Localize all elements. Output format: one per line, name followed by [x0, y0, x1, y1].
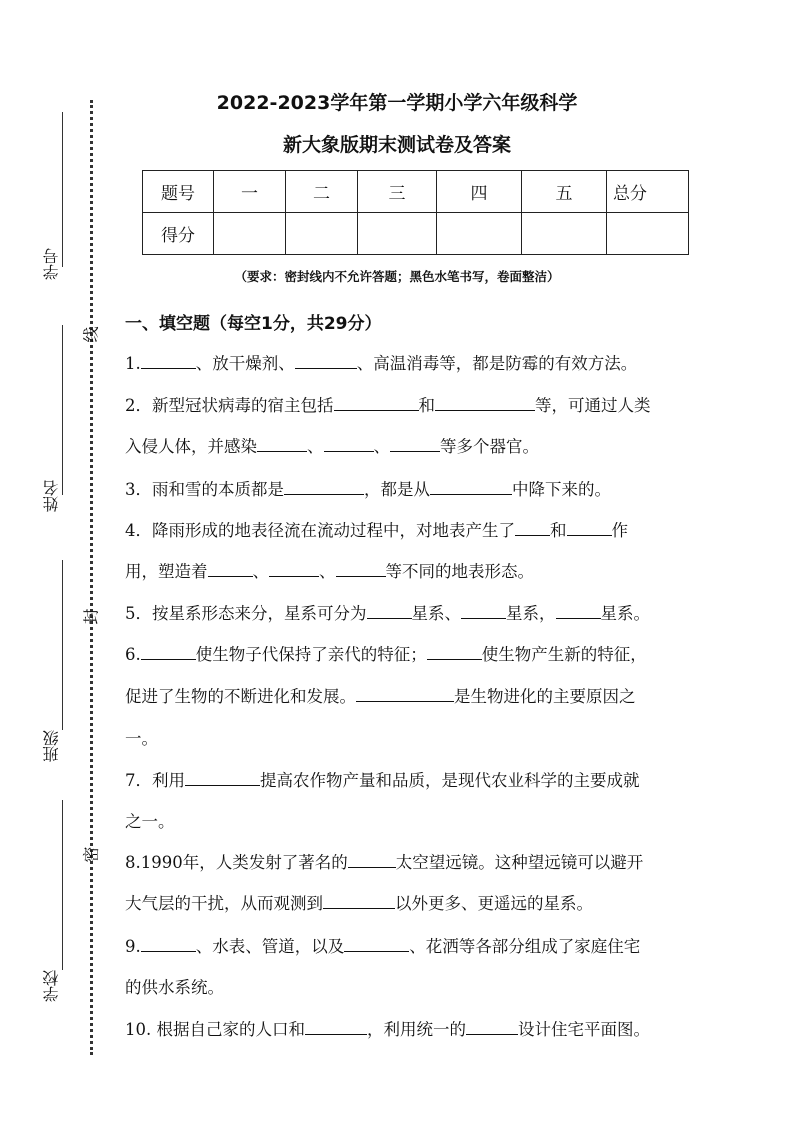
question-text: 之一。 — [125, 812, 175, 831]
question-text: 星系， — [506, 604, 556, 623]
score-input-cell[interactable] — [437, 213, 522, 255]
score-input-cell[interactable] — [286, 213, 358, 255]
question-text: 、放干燥剂、 — [195, 354, 295, 373]
question-text: 入侵人体，并感染 — [125, 437, 257, 456]
answer-blank[interactable] — [284, 478, 364, 495]
school-line — [62, 800, 63, 970]
answer-blank[interactable] — [324, 435, 374, 452]
question-8-line2 — [125, 890, 593, 914]
question-text: 的供水系统。 — [125, 978, 224, 997]
answer-blank[interactable] — [390, 435, 440, 452]
answer-blank[interactable] — [348, 851, 396, 868]
answer-blank[interactable] — [515, 519, 550, 536]
answer-blank[interactable] — [141, 643, 196, 660]
answer-blank[interactable] — [305, 1018, 367, 1035]
seal-char-feng: 封 — [81, 608, 101, 625]
question-text: ，利用统一的 — [367, 1020, 466, 1039]
page-title: 2022-2023学年第一学期小学六年级科学 — [216, 92, 578, 114]
score-input-cell[interactable] — [358, 213, 437, 255]
question-text: 以外更多、更遥远的星系。 — [395, 894, 593, 913]
question-text: 、水表、管道，以及 — [195, 937, 345, 956]
question-text: 、 — [373, 437, 390, 456]
answer-blank[interactable] — [344, 935, 409, 952]
name-line — [62, 325, 63, 495]
page-subtitle: 新大象版期末测试卷及答案 — [282, 134, 511, 156]
score-row-label: 得分 — [143, 213, 214, 255]
question-text: 大气层的干扰，从而观测到 — [125, 894, 323, 913]
answer-blank[interactable] — [323, 892, 395, 909]
question-2-line2 — [125, 433, 539, 457]
question-text: 10. 根据自己家的人口和 — [125, 1020, 305, 1039]
question-text: 8.1990年，人类发射了著名的 — [125, 853, 348, 872]
question-text: 中降下来的。 — [512, 480, 611, 499]
question-text: 3．雨和雪的本质都是 — [125, 480, 284, 499]
score-header-cell: 五 — [522, 171, 607, 213]
question-text: 7．利用 — [125, 771, 185, 790]
question-5 — [125, 600, 650, 624]
answer-blank[interactable] — [430, 478, 512, 495]
question-text: 和 — [418, 396, 435, 415]
question-text: 6. — [125, 645, 141, 664]
question-text: 、高温消毒等，都是防霉的有效方法。 — [356, 354, 638, 373]
requirement-note: （要求：密封线内不允许答题；黑色水笔书写，卷面整洁） — [234, 269, 560, 284]
answer-blank[interactable] — [208, 560, 253, 577]
question-text: 、 — [307, 437, 324, 456]
question-7-line2 — [125, 808, 175, 832]
question-text: 使生物子代保持了亲代的特征； — [195, 645, 427, 664]
answer-blank[interactable] — [336, 560, 386, 577]
question-6-line3 — [125, 725, 158, 749]
question-6-line1 — [125, 641, 647, 665]
question-8-line1 — [125, 849, 643, 873]
answer-blank[interactable] — [435, 394, 535, 411]
score-input-cell[interactable] — [607, 213, 689, 255]
score-header-cell: 题号 — [143, 171, 214, 213]
answer-blank[interactable] — [295, 352, 357, 369]
score-header-cell: 四 — [437, 171, 522, 213]
question-text: 使生物产生新的特征， — [481, 645, 647, 664]
question-7-line1 — [125, 767, 640, 791]
score-header-cell: 总分 — [607, 171, 689, 213]
score-header-cell: 一 — [214, 171, 286, 213]
name-label: 姓名 — [42, 480, 61, 512]
question-text: 设计住宅平面图。 — [518, 1020, 650, 1039]
seal-char-xian: 线 — [81, 326, 101, 343]
question-text: 一。 — [125, 729, 158, 748]
question-4-line2 — [125, 558, 534, 582]
student-id-label: 学号 — [42, 248, 61, 280]
answer-blank[interactable] — [141, 352, 196, 369]
question-text: 等，可通过人类 — [535, 396, 651, 415]
answer-blank[interactable] — [466, 1018, 518, 1035]
answer-blank[interactable] — [567, 519, 612, 536]
answer-blank[interactable] — [356, 685, 454, 702]
question-6-line2 — [125, 683, 636, 707]
question-text: 2．新型冠状病毒的宿主包括 — [125, 396, 334, 415]
school-label: 学校 — [42, 970, 61, 1002]
score-input-cell[interactable] — [214, 213, 286, 255]
question-text: ，都是从 — [364, 480, 430, 499]
answer-blank[interactable] — [141, 935, 196, 952]
answer-blank[interactable] — [185, 769, 260, 786]
answer-blank[interactable] — [334, 394, 419, 411]
class-label: 班级 — [42, 730, 61, 762]
class-line — [62, 560, 63, 730]
question-9-line1 — [125, 933, 640, 957]
question-text: 等多个器官。 — [440, 437, 539, 456]
score-table — [142, 170, 689, 255]
seal-dotted-line — [90, 100, 93, 1055]
question-text: 9. — [125, 937, 141, 956]
question-text: 是生物进化的主要原因之 — [454, 687, 636, 706]
section-title: 一、填空题（每空1分，共29分） — [125, 314, 382, 334]
question-3 — [125, 476, 611, 500]
question-text: 促进了生物的不断进化和发展。 — [125, 687, 356, 706]
answer-blank[interactable] — [461, 602, 506, 619]
score-header-cell: 二 — [286, 171, 358, 213]
score-header-cell: 三 — [358, 171, 437, 213]
question-text: 星系、 — [411, 604, 461, 623]
question-text: 太空望远镜。这种望远镜可以避开 — [395, 853, 644, 872]
answer-blank[interactable] — [367, 602, 412, 619]
question-1 — [125, 350, 637, 374]
question-text: 5．按星系形态来分，星系可分为 — [125, 604, 367, 623]
score-table-score-row — [143, 213, 689, 255]
question-text: 、 — [319, 562, 336, 581]
question-10 — [125, 1016, 650, 1040]
question-9-line2 — [125, 974, 224, 998]
seal-char-mi: 密 — [81, 846, 101, 863]
question-text: 、花洒等各部分组成了家庭住宅 — [409, 937, 641, 956]
answer-blank[interactable] — [257, 435, 307, 452]
question-text: 等不同的地表形态。 — [385, 562, 534, 581]
question-text: 1. — [125, 354, 141, 373]
question-2-line1 — [125, 392, 651, 416]
question-text: 提高农作物产量和品质，是现代农业科学的主要成就 — [260, 771, 640, 790]
score-input-cell[interactable] — [522, 213, 607, 255]
answer-blank[interactable] — [269, 560, 319, 577]
question-text: 和 — [550, 521, 567, 540]
question-text: 作 — [611, 521, 628, 540]
answer-blank[interactable] — [556, 602, 601, 619]
question-text: 、 — [252, 562, 269, 581]
question-4-line1 — [125, 517, 628, 541]
question-text: 星系。 — [600, 604, 650, 623]
question-text: 用，塑造着 — [125, 562, 208, 581]
question-text: 4．降雨形成的地表径流在流动过程中，对地表产生了 — [125, 521, 515, 540]
score-table-header-row — [143, 171, 689, 213]
answer-blank[interactable] — [427, 643, 482, 660]
